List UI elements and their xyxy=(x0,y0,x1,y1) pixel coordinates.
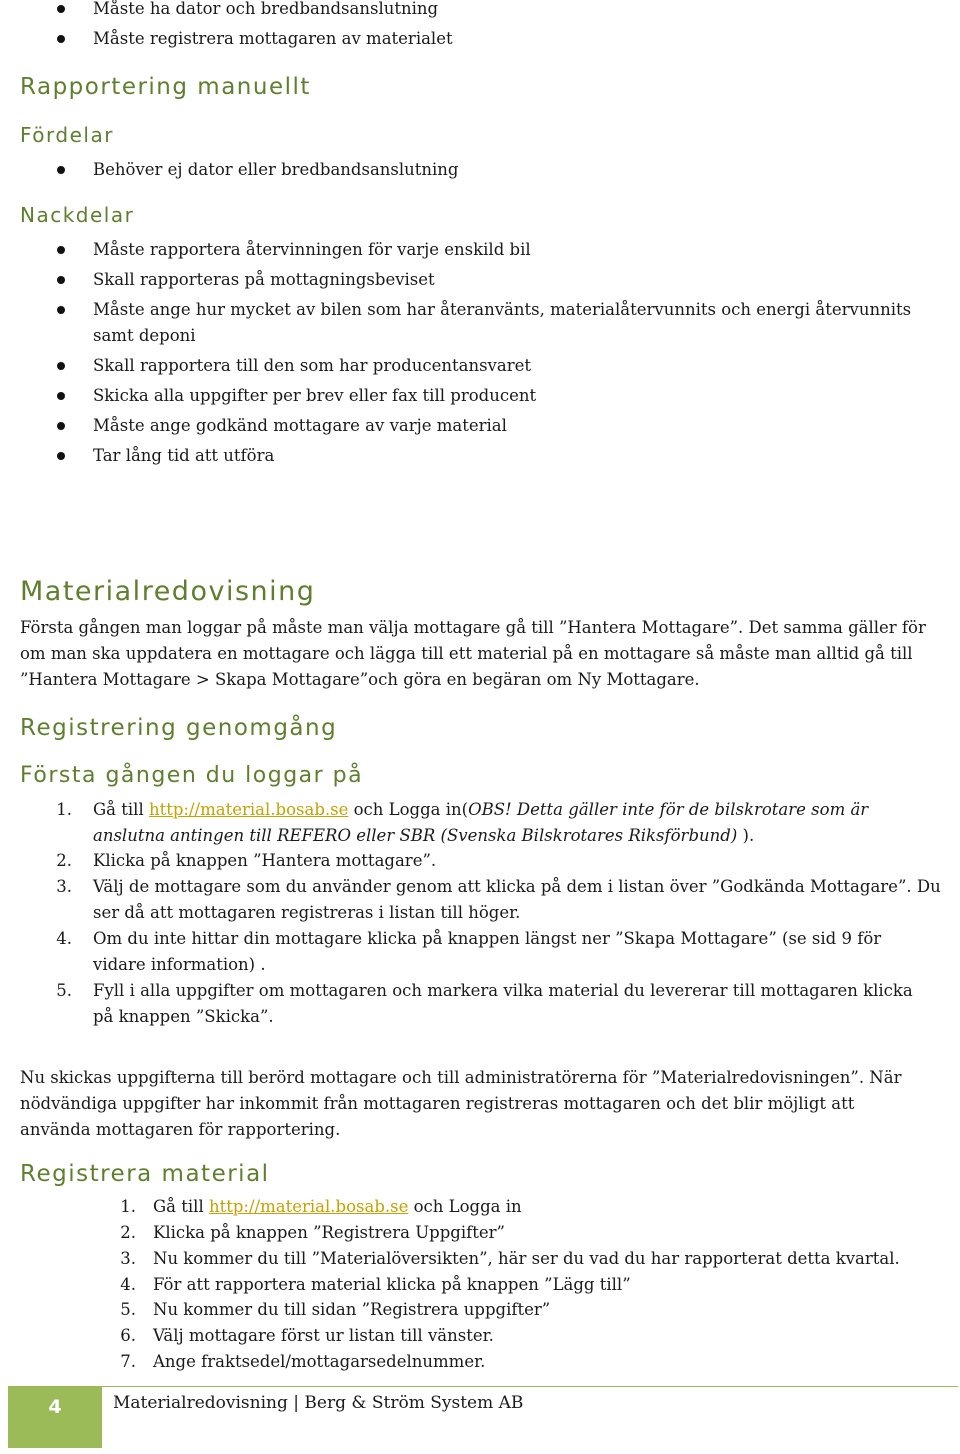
bullet-icon xyxy=(57,276,65,284)
step-text: och Logga in xyxy=(408,1197,522,1216)
section-heading-registrera-material: Registrera material xyxy=(20,1161,270,1187)
subheading-advantages: Fördelar xyxy=(20,123,114,147)
bullet-icon xyxy=(57,392,65,400)
bullet-icon xyxy=(57,306,65,314)
footer-divider xyxy=(102,1386,958,1387)
bullet-icon xyxy=(57,422,65,430)
footer-text: Materialredovisning | Berg & Ström System AB xyxy=(113,1393,524,1413)
note-text: OBS! Detta gäller inte för de bilskrotare som är anslutna antingen till REFERO eller SBR (Svenska Bilskrotares Riksförbund) xyxy=(93,800,869,845)
section-heading-manual: Rapportering manuellt xyxy=(20,74,311,100)
step-text: Gå till xyxy=(93,800,149,819)
bullet-icon xyxy=(57,362,65,370)
section-heading-registrering: Registrering genomgång xyxy=(20,715,338,741)
paragraph: Nu skickas uppgifterna till berörd mottagare och till administratörerna för ”Materialredovisningen”. När nödvändiga uppgifter har inkommit från mottagaren registreras mottagaren och det blir möjligt att använda mottagaren för rapportering. xyxy=(20,1068,902,1139)
material-link[interactable]: http://material.bosab.se xyxy=(148,800,349,819)
bullet-icon xyxy=(57,35,65,43)
bullet-icon xyxy=(57,166,65,174)
step-text: Gå till xyxy=(153,1197,209,1216)
page-number: 4 xyxy=(48,1396,62,1418)
bullet-icon xyxy=(57,5,65,13)
section-heading-materialredovisning: Materialredovisning xyxy=(20,576,316,607)
bullet-icon xyxy=(57,452,65,460)
paragraph: Första gången man loggar på måste man välja mottagare gå till ”Hantera Mottagare”. Det samma gäller för om man ska uppdatera en mottagare och lägga till ett material på en mottagare så måste man alltid gå till ”Hantera Mottagare > Skapa Mottagare”och göra en begäran om Ny Mottagare. xyxy=(20,618,926,689)
subheading-first-login: Första gången du loggar på xyxy=(20,763,364,788)
bullet-icon xyxy=(57,246,65,254)
subheading-disadvantages: Nackdelar xyxy=(20,203,135,227)
step-text: och Logga in( xyxy=(348,800,469,819)
step-text: ). xyxy=(737,826,755,845)
material-link[interactable]: http://material.bosab.se xyxy=(208,1197,409,1216)
